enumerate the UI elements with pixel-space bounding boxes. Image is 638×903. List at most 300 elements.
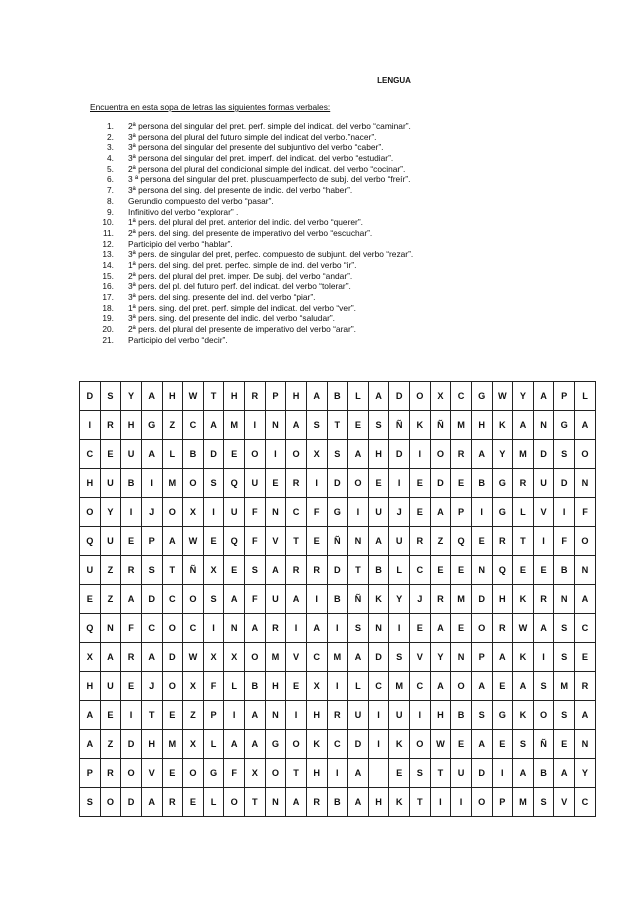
grid-cell: S: [471, 701, 492, 730]
clue-text: 1ª pers. sing. del pret. perf. simple del indicat. del verbo “ver”.: [128, 302, 356, 313]
clue-item: [90, 121, 610, 132]
grid-cell: S: [513, 730, 534, 759]
grid-cell: B: [451, 701, 472, 730]
clue-item: [90, 217, 610, 228]
grid-cell: A: [348, 643, 369, 672]
grid-cell: T: [430, 759, 451, 788]
grid-cell: G: [141, 411, 162, 440]
grid-cell: M: [265, 643, 286, 672]
grid-cell: V: [141, 759, 162, 788]
grid-row: [80, 643, 596, 672]
grid-cell: R: [327, 701, 348, 730]
grid-cell: E: [410, 614, 431, 643]
grid-cell: A: [265, 556, 286, 585]
grid-cell: E: [80, 585, 101, 614]
grid-cell: R: [162, 788, 183, 817]
clue-text: Gerundio compuesto del verbo “pasar”.: [128, 195, 274, 206]
grid-cell: O: [410, 382, 431, 411]
grid-cell: A: [554, 759, 575, 788]
clue-item: [90, 174, 610, 185]
clue-item: [90, 239, 610, 250]
grid-cell: S: [554, 440, 575, 469]
grid-cell: A: [121, 585, 142, 614]
grid-cell: E: [265, 469, 286, 498]
grid-cell: Z: [100, 730, 121, 759]
grid-cell: A: [245, 730, 266, 759]
grid-cell: D: [471, 759, 492, 788]
grid-cell: X: [306, 672, 327, 701]
grid-cell: Z: [430, 527, 451, 556]
grid-cell: H: [80, 672, 101, 701]
grid-cell: S: [554, 701, 575, 730]
grid-cell: D: [162, 643, 183, 672]
grid-row: [80, 788, 596, 817]
grid-cell: S: [245, 556, 266, 585]
clue-number: 19.: [102, 313, 114, 324]
grid-cell: R: [306, 556, 327, 585]
grid-cell: T: [513, 527, 534, 556]
clue-number: 1.: [107, 121, 114, 131]
clue-text: 3ª pers. del pl. del futuro perf. del indicat. del verbo “tolerar”.: [128, 281, 351, 292]
clue-item: [90, 132, 610, 143]
clue-item: [90, 164, 610, 175]
grid-cell: K: [306, 730, 327, 759]
grid-cell: R: [100, 759, 121, 788]
grid-cell: O: [183, 759, 204, 788]
grid-cell: Z: [162, 411, 183, 440]
grid-cell: H: [286, 382, 307, 411]
grid-cell: R: [430, 585, 451, 614]
grid-cell: Y: [575, 759, 596, 788]
grid-cell: Ñ: [533, 730, 554, 759]
grid-cell: S: [203, 469, 224, 498]
grid-cell: P: [141, 527, 162, 556]
grid-cell: M: [162, 469, 183, 498]
grid-cell: U: [245, 469, 266, 498]
grid-cell: A: [203, 411, 224, 440]
grid-cell: H: [430, 701, 451, 730]
clue-text: 2ª persona del singular del pret. perf. simple del indicat. del verbo “caminar”.: [128, 121, 411, 131]
grid-cell: D: [430, 469, 451, 498]
clue-number: 11.: [102, 227, 114, 238]
grid-cell: R: [492, 614, 513, 643]
grid-cell: R: [286, 469, 307, 498]
grid-cell: F: [203, 672, 224, 701]
clue-text: 3ª pers. de singular del pret, perfec. compuesto de subjunt. del verbo “rezar”.: [128, 249, 414, 260]
grid-cell: S: [368, 411, 389, 440]
clue-text: 2ª persona del plural del condicional simple del indicat. del verbo “cocinar”.: [128, 163, 406, 174]
grid-cell: G: [327, 498, 348, 527]
grid-cell: I: [533, 643, 554, 672]
grid-cell: U: [265, 585, 286, 614]
clue-text: 2ª pers. del sing. del presente de imperativo del verbo “escuchar”.: [128, 227, 373, 238]
grid-cell: Ñ: [389, 411, 410, 440]
clue-text: Infinitivo del verbo “explorar” .: [128, 206, 239, 217]
grid-cell: Ñ: [348, 585, 369, 614]
grid-cell: S: [533, 672, 554, 701]
grid-cell: E: [451, 730, 472, 759]
grid-cell: R: [265, 614, 286, 643]
grid-cell: I: [286, 701, 307, 730]
grid-cell: Z: [100, 556, 121, 585]
grid-cell: G: [492, 469, 513, 498]
grid-cell: E: [451, 469, 472, 498]
grid-cell: E: [224, 556, 245, 585]
grid-cell: E: [183, 788, 204, 817]
grid-cell: I: [492, 759, 513, 788]
grid-cell: P: [451, 498, 472, 527]
grid-cell: A: [430, 672, 451, 701]
grid-cell: C: [575, 788, 596, 817]
grid-cell: C: [162, 585, 183, 614]
clue-number: 13.: [102, 249, 114, 260]
grid-cell: O: [162, 498, 183, 527]
grid-cell: G: [203, 759, 224, 788]
grid-cell: F: [245, 585, 266, 614]
grid-cell: A: [471, 672, 492, 701]
grid-cell: M: [327, 643, 348, 672]
grid-cell: H: [368, 788, 389, 817]
grid-row: [80, 498, 596, 527]
grid-cell: I: [327, 759, 348, 788]
clue-number: 3.: [107, 142, 114, 153]
clue-text: 1ª pers. del plural del pret. anterior del indic. del verbo “querer”.: [128, 217, 363, 228]
clue-list: [90, 121, 610, 345]
grid-cell: N: [368, 614, 389, 643]
grid-cell: A: [245, 614, 266, 643]
grid-cell: T: [162, 556, 183, 585]
grid-cell: N: [224, 614, 245, 643]
grid-cell: Y: [100, 498, 121, 527]
clue-text: Participio del verbo “decir”.: [128, 334, 228, 345]
grid-row: [80, 382, 596, 411]
grid-cell: E: [100, 701, 121, 730]
grid-cell: F: [224, 759, 245, 788]
grid-cell: R: [575, 672, 596, 701]
grid-cell: M: [513, 788, 534, 817]
grid-cell: N: [451, 643, 472, 672]
grid-cell: J: [141, 498, 162, 527]
grid-cell: A: [306, 614, 327, 643]
grid-cell: H: [471, 411, 492, 440]
grid-cell: I: [410, 701, 431, 730]
clue-text: 1ª pers. del sing. del pret. perfec. simple de ind. del verbo “ir”.: [128, 259, 357, 270]
grid-cell: H: [141, 730, 162, 759]
grid-cell: T: [141, 701, 162, 730]
grid-cell: U: [533, 469, 554, 498]
grid-cell: I: [368, 730, 389, 759]
grid-cell: B: [533, 759, 554, 788]
grid-cell: A: [141, 643, 162, 672]
clue-number: 2.: [107, 131, 114, 142]
grid-cell: S: [554, 643, 575, 672]
grid-cell: X: [224, 643, 245, 672]
grid-cell: P: [492, 788, 513, 817]
grid-cell: M: [162, 730, 183, 759]
grid-cell: X: [245, 759, 266, 788]
grid-cell: S: [389, 643, 410, 672]
grid-cell: I: [389, 614, 410, 643]
grid-cell: F: [575, 498, 596, 527]
clue-number: 16.: [102, 281, 114, 292]
grid-cell: T: [203, 382, 224, 411]
grid-cell: I: [389, 469, 410, 498]
grid-cell: H: [306, 701, 327, 730]
grid-cell: R: [100, 411, 121, 440]
grid-cell: A: [286, 411, 307, 440]
grid-cell: A: [224, 730, 245, 759]
grid-cell: I: [141, 469, 162, 498]
grid-cell: E: [492, 730, 513, 759]
grid-row: [80, 701, 596, 730]
grid-cell: A: [513, 759, 534, 788]
grid-cell: S: [410, 759, 431, 788]
grid-cell: Z: [183, 701, 204, 730]
grid-cell: A: [430, 614, 451, 643]
grid-cell: A: [575, 701, 596, 730]
grid-cell: A: [141, 788, 162, 817]
grid-cell: M: [513, 440, 534, 469]
grid-cell: H: [306, 759, 327, 788]
grid-cell: T: [410, 788, 431, 817]
grid-cell: J: [410, 585, 431, 614]
grid-cell: W: [183, 527, 204, 556]
grid-cell: O: [162, 614, 183, 643]
grid-cell: D: [533, 440, 554, 469]
grid-cell: B: [368, 556, 389, 585]
clue-item: [90, 335, 610, 346]
grid-cell: I: [286, 614, 307, 643]
grid-cell: Ñ: [327, 527, 348, 556]
grid-cell: I: [533, 527, 554, 556]
grid-cell: Q: [224, 527, 245, 556]
grid-cell: R: [245, 382, 266, 411]
grid-cell: I: [327, 672, 348, 701]
clue-item: [90, 196, 610, 207]
grid-cell: A: [368, 527, 389, 556]
grid-cell: I: [121, 498, 142, 527]
grid-cell: U: [224, 498, 245, 527]
grid-row: [80, 411, 596, 440]
grid-cell: A: [575, 585, 596, 614]
grid-cell: A: [80, 701, 101, 730]
grid-cell: D: [141, 585, 162, 614]
grid-cell: E: [121, 672, 142, 701]
grid-cell: V: [286, 643, 307, 672]
grid-cell: D: [327, 469, 348, 498]
grid-row: [80, 585, 596, 614]
grid-cell: H: [368, 440, 389, 469]
grid-cell: B: [121, 469, 142, 498]
grid-cell: C: [327, 730, 348, 759]
clue-item: [90, 185, 610, 196]
grid-cell: O: [224, 788, 245, 817]
grid-cell: N: [533, 411, 554, 440]
grid-cell: F: [245, 527, 266, 556]
grid-cell: H: [80, 469, 101, 498]
grid-cell: O: [265, 759, 286, 788]
clue-text: 3ª pers. sing. del presente del indic. del verbo “saludar”.: [128, 313, 336, 324]
clue-number: 12.: [102, 238, 114, 249]
grid-cell: K: [513, 643, 534, 672]
grid-cell: I: [554, 498, 575, 527]
grid-cell: L: [389, 556, 410, 585]
grid-cell: N: [265, 498, 286, 527]
grid-cell: A: [533, 614, 554, 643]
clue-item: [90, 303, 610, 314]
grid-cell: G: [554, 411, 575, 440]
grid-cell: A: [471, 730, 492, 759]
grid-cell: B: [327, 788, 348, 817]
grid-cell: E: [162, 701, 183, 730]
grid-cell: O: [183, 585, 204, 614]
grid-cell: Y: [121, 382, 142, 411]
grid-cell: F: [306, 498, 327, 527]
grid-cell: N: [554, 585, 575, 614]
grid-cell: R: [121, 556, 142, 585]
grid-cell: A: [141, 440, 162, 469]
grid-cell: X: [183, 730, 204, 759]
clue-text: 3 ª persona del singular del pret. pluscuamperfecto de subj. del verbo “freír”.: [128, 174, 411, 185]
grid-cell: O: [471, 614, 492, 643]
grid-cell: I: [327, 614, 348, 643]
clue-text: 3ª persona del plural del futuro simple del indicat del verbo.”nacer”.: [128, 131, 377, 142]
grid-cell: A: [306, 382, 327, 411]
grid-cell: C: [451, 382, 472, 411]
grid-cell: A: [141, 382, 162, 411]
grid-cell: C: [183, 614, 204, 643]
clue-item: [90, 260, 610, 271]
grid-cell: G: [471, 382, 492, 411]
grid-cell: I: [80, 411, 101, 440]
grid-cell: D: [327, 556, 348, 585]
clue-number: 14.: [102, 259, 114, 270]
grid-cell: A: [245, 701, 266, 730]
grid-cell: I: [430, 788, 451, 817]
grid-cell: N: [100, 614, 121, 643]
grid-cell: O: [245, 440, 266, 469]
clue-item: [90, 249, 610, 260]
grid-cell: D: [554, 469, 575, 498]
clue-number: 9.: [107, 206, 114, 217]
clue-text: 3ª persona del sing. del presente de indic. del verbo “haber”.: [128, 185, 353, 196]
grid-cell: B: [245, 672, 266, 701]
grid-cell: S: [533, 788, 554, 817]
clue-number: 8.: [107, 195, 114, 206]
grid-cell: B: [183, 440, 204, 469]
grid-cell: S: [554, 614, 575, 643]
grid-cell: S: [203, 585, 224, 614]
grid-cell: K: [389, 730, 410, 759]
grid-cell: P: [80, 759, 101, 788]
grid-cell: P: [265, 382, 286, 411]
grid-cell: O: [533, 701, 554, 730]
grid-cell: K: [513, 585, 534, 614]
grid-cell: H: [492, 585, 513, 614]
grid-cell: M: [389, 672, 410, 701]
clue-number: 20.: [102, 324, 114, 335]
clue-number: 4.: [107, 153, 114, 164]
grid-cell: V: [554, 788, 575, 817]
clue-text: 3ª persona del singular del presente del subjuntivo del verbo “caber”.: [128, 142, 384, 153]
grid-cell: O: [286, 730, 307, 759]
grid-cell: X: [430, 382, 451, 411]
grid-cell: Ñ: [430, 411, 451, 440]
grid-cell: F: [554, 527, 575, 556]
grid-cell: C: [80, 440, 101, 469]
grid-cell: A: [286, 585, 307, 614]
grid-cell: C: [575, 614, 596, 643]
grid-cell: O: [575, 440, 596, 469]
grid-cell: M: [451, 411, 472, 440]
grid-cell: W: [492, 382, 513, 411]
grid-cell: L: [348, 672, 369, 701]
grid-cell: E: [203, 527, 224, 556]
grid-cell: L: [162, 440, 183, 469]
grid-cell: T: [348, 556, 369, 585]
clue-text: 3ª pers. del sing. presente del ind. del verbo “piar”.: [128, 292, 316, 302]
grid-row: [80, 759, 596, 788]
grid-cell: E: [410, 498, 431, 527]
clue-item: [90, 207, 610, 218]
grid-row: [80, 672, 596, 701]
grid-cell: A: [286, 788, 307, 817]
grid-cell: Q: [451, 527, 472, 556]
grid-cell: S: [100, 382, 121, 411]
grid-cell: O: [471, 788, 492, 817]
grid-cell: D: [80, 382, 101, 411]
grid-cell: Z: [100, 585, 121, 614]
grid-cell: I: [451, 788, 472, 817]
grid-cell: C: [410, 672, 431, 701]
grid-cell: I: [265, 440, 286, 469]
grid-cell: E: [348, 411, 369, 440]
grid-cell: T: [327, 411, 348, 440]
grid-cell: R: [513, 469, 534, 498]
grid-cell: T: [286, 759, 307, 788]
grid-cell: T: [286, 527, 307, 556]
grid-cell: U: [389, 527, 410, 556]
grid-cell: S: [80, 788, 101, 817]
grid-cell: I: [203, 498, 224, 527]
grid-cell: O: [100, 788, 121, 817]
grid-cell: E: [451, 614, 472, 643]
grid-cell: A: [575, 411, 596, 440]
grid-cell: E: [533, 556, 554, 585]
grid-cell: C: [183, 411, 204, 440]
grid-cell: A: [162, 527, 183, 556]
clue-number: 10.: [102, 217, 114, 228]
grid-cell: E: [162, 759, 183, 788]
grid-cell: U: [389, 701, 410, 730]
clue-number: 7.: [107, 185, 114, 196]
grid-cell: I: [471, 498, 492, 527]
grid-cell: O: [575, 527, 596, 556]
grid-cell: T: [245, 788, 266, 817]
grid-cell: Y: [492, 440, 513, 469]
grid-cell: Q: [80, 614, 101, 643]
grid-cell: N: [348, 527, 369, 556]
grid-cell: O: [410, 730, 431, 759]
grid-cell: Y: [430, 643, 451, 672]
clue-item: [90, 281, 610, 292]
grid-cell: R: [451, 440, 472, 469]
grid-cell: H: [265, 672, 286, 701]
grid-cell: V: [265, 527, 286, 556]
grid-cell: A: [80, 730, 101, 759]
grid-cell: B: [327, 585, 348, 614]
grid-cell: D: [389, 440, 410, 469]
